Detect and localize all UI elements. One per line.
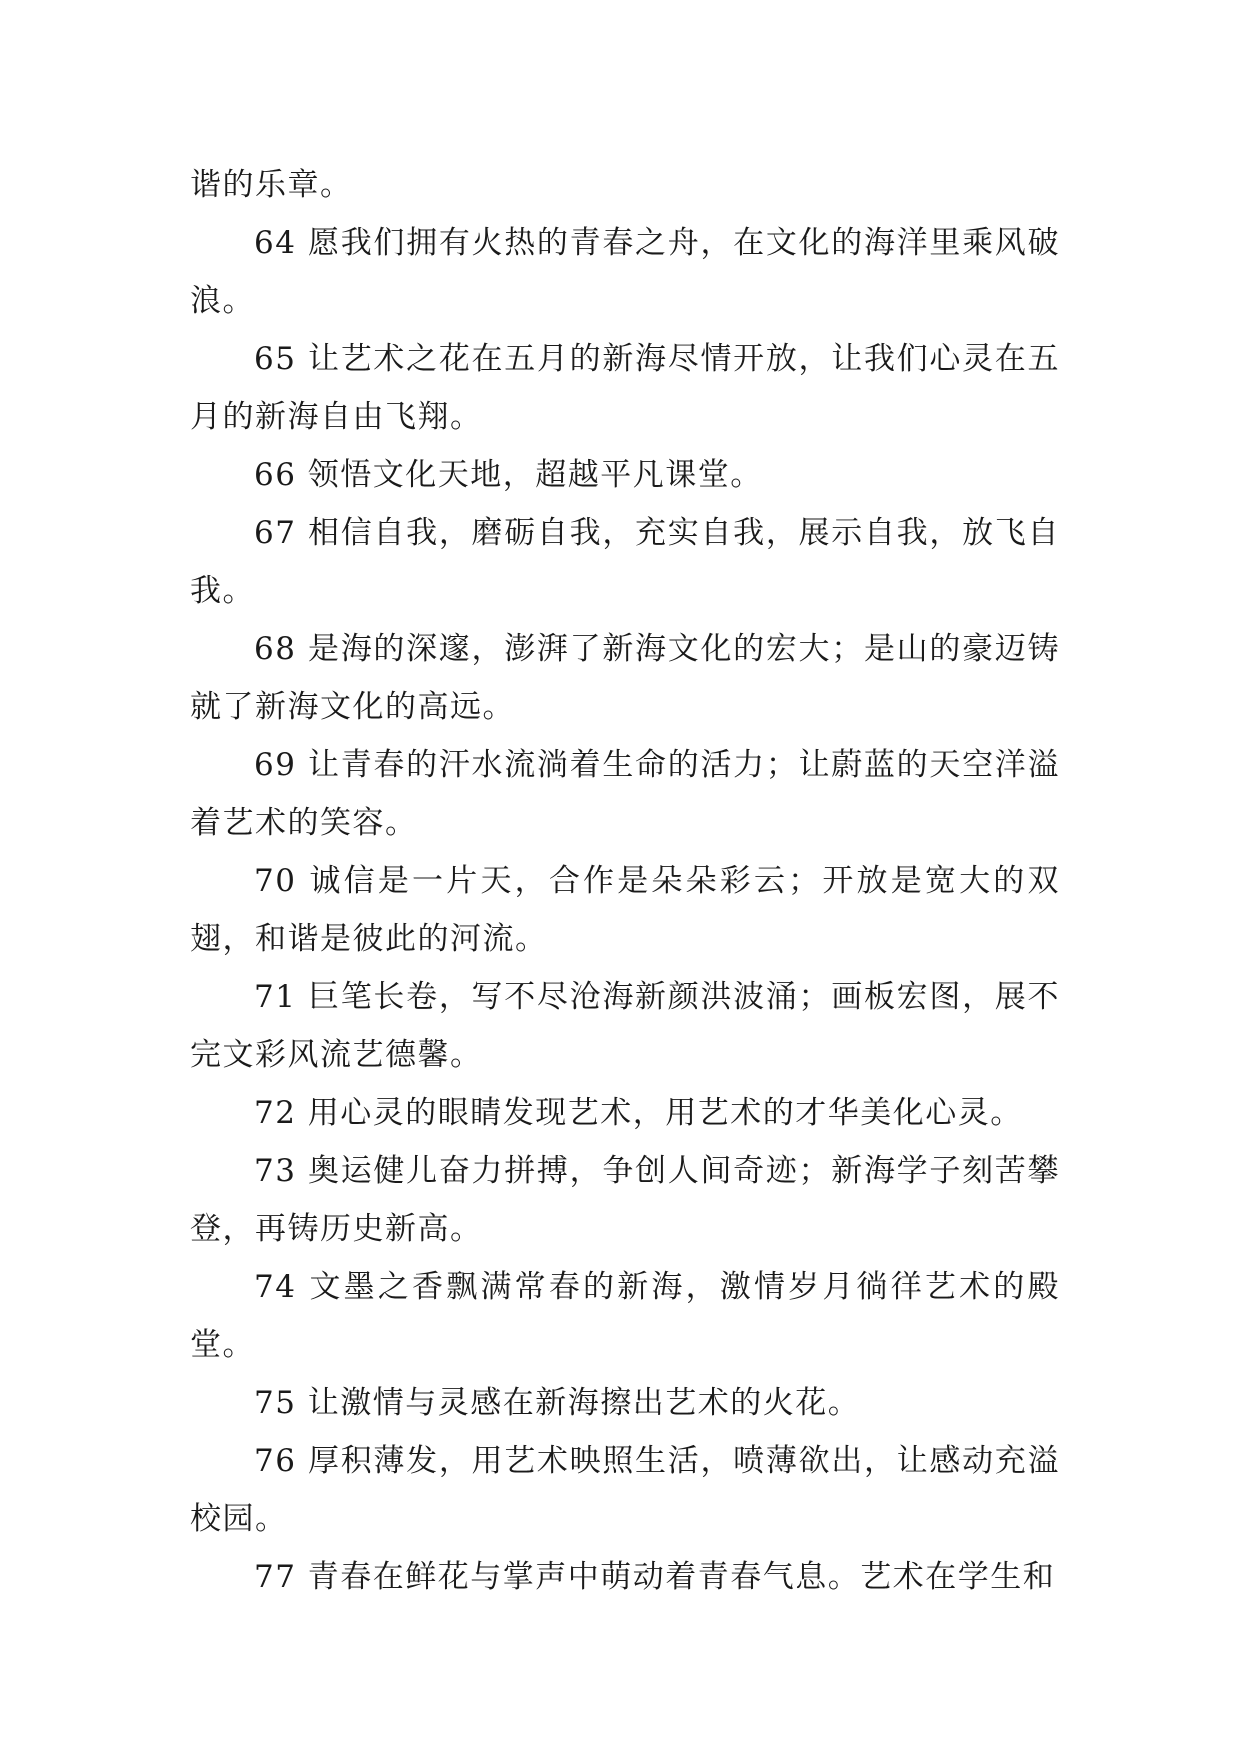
- paragraph-64: 64 愿我们拥有火热的青春之舟，在文化的海洋里乘风破浪。: [190, 225, 1060, 319]
- paragraph-75: 75 让激情与灵感在新海擦出艺术的火花。: [254, 1385, 861, 1421]
- paragraph-76: 76 厚积薄发，用艺术映照生活，喷薄欲出，让感动充溢校园。: [190, 1443, 1060, 1537]
- paragraph-73: 73 奥运健儿奋力拼搏，争创人间奇迹；新海学子刻苦攀登，再铸历史新高。: [190, 1153, 1060, 1247]
- paragraph-77: 77 青春在鲜花与掌声中萌动着青春气息。艺术在学生和: [254, 1559, 1056, 1595]
- paragraph-71: 71 巨笔长卷，写不尽沧海新颜洪波涌；画板宏图，展不完文彩风流艺德馨。: [190, 979, 1060, 1073]
- paragraph-72: 72 用心灵的眼睛发现艺术，用艺术的才华美化心灵。: [254, 1095, 1023, 1131]
- paragraph-68: 68 是海的深邃，澎湃了新海文化的宏大；是山的豪迈铸就了新海文化的高远。: [190, 631, 1060, 725]
- paragraph-70: 70 诚信是一片天，合作是朵朵彩云；开放是宽大的双翅，和谐是彼此的河流。: [190, 863, 1060, 957]
- paragraph-74: 74 文墨之香飘满常春的新海，激情岁月徜徉艺术的殿堂。: [190, 1269, 1060, 1363]
- paragraph-continuation: 谐的乐章。: [190, 167, 353, 203]
- body-text: [190, 156, 1060, 1606]
- paragraph-66: 66 领悟文化天地，超越平凡课堂。: [254, 457, 763, 493]
- paragraph-65: 65 让艺术之花在五月的新海尽情开放，让我们心灵在五月的新海自由飞翔。: [190, 341, 1060, 435]
- paragraph-69: 69 让青春的汗水流淌着生命的活力；让蔚蓝的天空洋溢着艺术的笑容。: [190, 747, 1060, 841]
- paragraph-67: 67 相信自我，磨砺自我，充实自我，展示自我，放飞自我。: [190, 515, 1060, 609]
